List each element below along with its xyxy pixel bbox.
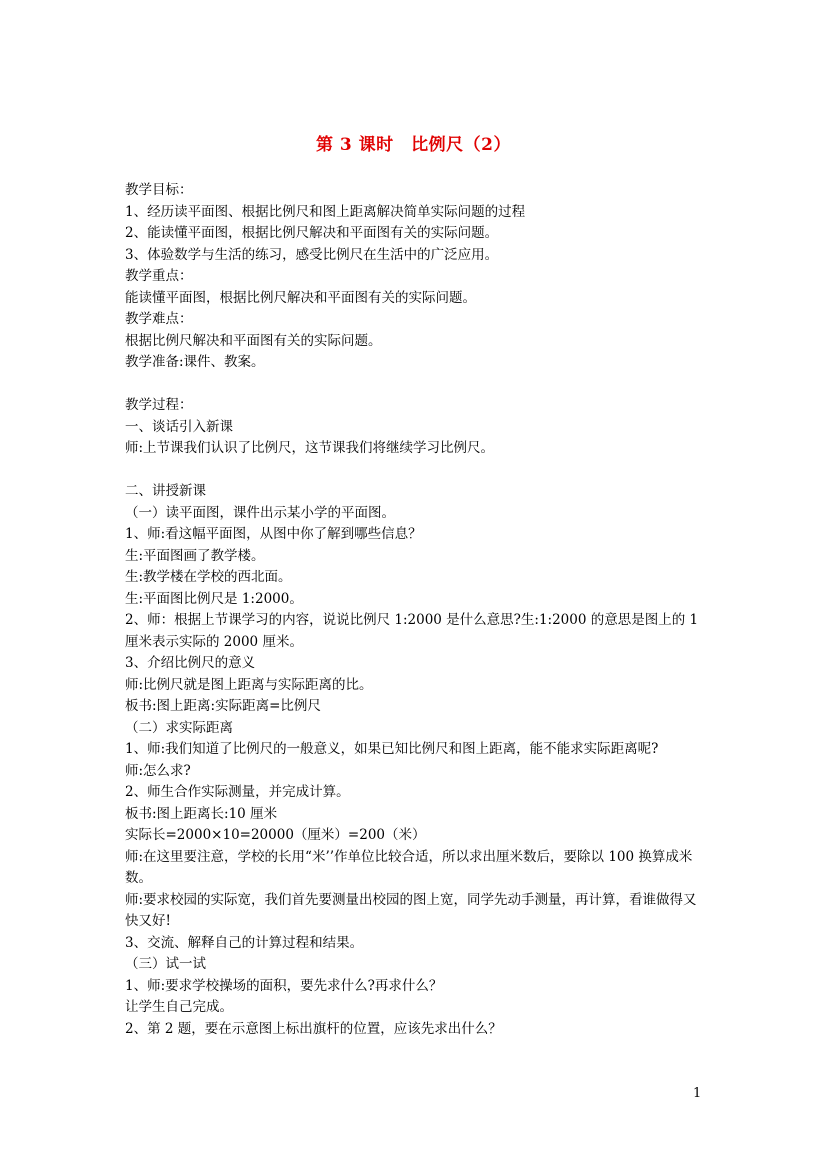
heading-objectives: 教学目标：	[125, 182, 193, 198]
heading-process: 教学过程：	[125, 397, 193, 413]
paragraph: 3、交流、解释自己的计算过程和结果。	[125, 934, 364, 951]
paragraph: 2、第 2 题，要在示意图上标出旗杆的位置，应该先求出什么？	[125, 1020, 502, 1037]
blank-line	[125, 460, 705, 482]
paragraph: 3、介绍比例尺的意义	[125, 655, 256, 671]
subsection-3-heading: （三）试一试	[125, 956, 206, 972]
paragraph: 2、师：根据上节课学习的内容，说说比例尺 1:2000 是什么意思?生:1:2000 的意思是图上的 1 厘米表示实际的 2000 厘米。	[125, 612, 699, 650]
paragraph: 师:怎么求?	[125, 762, 191, 779]
paragraph: 师:上节课我们认识了比例尺，这节课我们将继续学习比例尺。	[125, 440, 495, 456]
paragraph: 生:平面图画了教学楼。	[125, 547, 265, 564]
key-point-text: 能读懂平面图，根据比例尺解决和平面图有关的实际问题。	[125, 289, 476, 306]
lesson-body	[125, 180, 705, 1040]
paragraph: 师:比例尺就是图上距离与实际距离的比。	[125, 676, 373, 693]
blackboard-note: 板书:图上距离:实际距离=比例尺	[125, 698, 321, 714]
objective-3: 3、体验数学与生活的练习，感受比例尺在生活中的广泛应用。	[125, 246, 499, 263]
paragraph: 生:平面图比例尺是 1:2000。	[125, 590, 303, 607]
section-1-heading: 一、谈话引入新课	[125, 418, 233, 435]
paragraph: 1、师:我们知道了比例尺的一般意义，如果已知比例尺和图上距离，能不能求实际距离呢?	[125, 741, 659, 757]
subsection-2-heading: （二）求实际距离	[125, 719, 233, 736]
heading-key-points: 教学重点：	[125, 268, 193, 284]
difficulty-text: 根据比例尺解决和平面图有关的实际问题。	[125, 332, 382, 349]
objective-2: 2、能读懂平面图，根据比例尺解决和平面图有关的实际问题。	[125, 225, 499, 241]
paragraph: 1、师:看这幅平面图，从图中你了解到哪些信息？	[125, 526, 422, 542]
lesson-title: 第 3 课时 比例尺（2）	[316, 135, 511, 155]
page-number: 1	[693, 1086, 702, 1101]
calculation: 实际长=2000×10=20000（厘米）=200（米）	[125, 827, 426, 843]
blank-line	[125, 374, 705, 396]
paragraph: 师:要求校园的实际宽，我们首先要测量出校园的图上宽，同学先动手测量，再计算，看谁做得又快又好!	[125, 891, 697, 929]
paragraph: 让学生自己完成。	[125, 999, 233, 1015]
heading-difficulties: 教学难点：	[125, 311, 193, 327]
objective-1: 1、经历读平面图、根据比例尺和图上距离解决简单实际问题的过程	[125, 203, 526, 220]
section-2-heading: 二、讲授新课	[125, 483, 206, 499]
paragraph: 1、师:要求学校操场的面积，要先求什么?再求什么？	[125, 977, 443, 994]
paragraph: 2、师生合作实际测量，并完成计算。	[125, 784, 350, 800]
blackboard-note: 板书:图上距离长:10 厘米	[125, 805, 278, 822]
preparation-text: 教学准备:课件、教案。	[125, 354, 265, 370]
paragraph: 生:教学楼在学校的西北面。	[125, 569, 292, 585]
paragraph: 师:在这里要注意，学校的长用“米’’作单位比较合适，所以求出厘米数后，要除以 100 换算成米数。	[125, 848, 693, 886]
subsection-1-heading: （一）读平面图，课件出示某小学的平面图。	[125, 504, 395, 521]
